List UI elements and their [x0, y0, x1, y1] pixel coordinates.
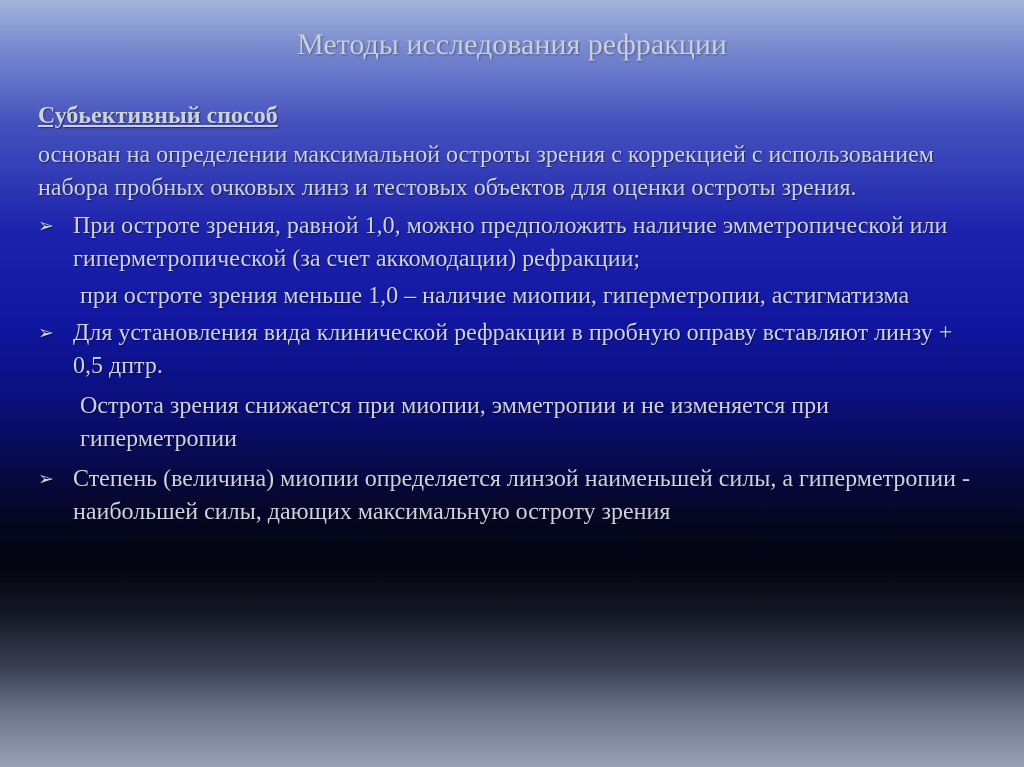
- bullet-2-text: Для установления вида клинической рефракции в пробную оправу вставляют линзу + 0,5 дптр.: [73, 320, 953, 379]
- bullet-1-note: при остроте зрения меньше 1,0 – наличие миопии, гиперметропии, астигматизма: [80, 283, 910, 309]
- slide-title: Методы исследования рефракции: [297, 28, 727, 61]
- bullet-3-text: Степень (величина) миопии определяется линзой наименьшей силы, а гиперметропии - наибольшей силы, дающих максимальную остроту зрения: [73, 466, 970, 525]
- bullet-item-1: [38, 210, 988, 276]
- bullet-item-3: [38, 463, 988, 529]
- bullet-2-note: Острота зрения снижается при миопии, эмметропии и не изменяется при гиперметропии: [80, 393, 829, 452]
- arrow-bullet-icon: ➢: [38, 322, 54, 344]
- bullet-item-2: [38, 317, 988, 383]
- bullet-1-text: При остроте зрения, равной 1,0, можно предположить наличие эмметропической или гиперметропической (за счет аккомодации) рефракции;: [73, 213, 948, 272]
- intro-paragraph: основан на определении максимальной остроты зрения с коррекцией с использованием набора пробных очковых линз и тестовых объектов для оценки остроты зрения.: [38, 142, 934, 201]
- section-subtitle: Субьективный способ: [38, 103, 278, 129]
- arrow-bullet-icon: ➢: [38, 215, 54, 237]
- slide-content: [38, 100, 988, 529]
- arrow-bullet-icon: ➢: [38, 468, 54, 490]
